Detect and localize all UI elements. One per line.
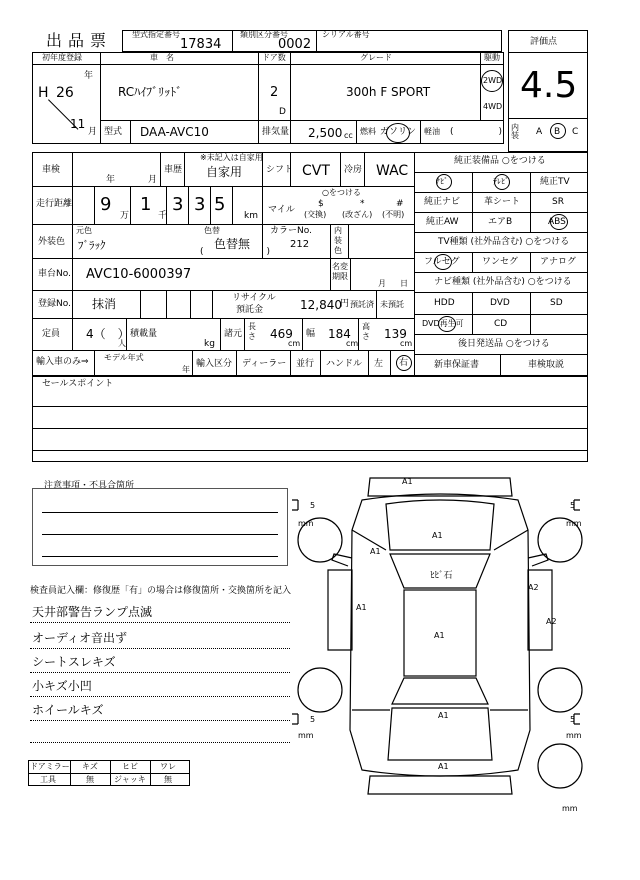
color-no: 212 (290, 239, 310, 250)
nav-title: ナビ種類 (社外品含む) ○をつける (434, 277, 572, 287)
equip-leather: 革シート (484, 197, 521, 207)
color-orig-label: 元色 (76, 226, 92, 235)
later-warranty: 新車保証書 (434, 360, 480, 370)
class-no-label: 類別区分番号 (240, 30, 288, 39)
first-reg-era: H (38, 85, 49, 101)
color-paint-label: 色替 (204, 226, 220, 235)
equip-abs: ABS (548, 217, 566, 227)
tv-oneseg: ワンセグ (482, 257, 519, 267)
mileage-label: 走行距離 (36, 199, 73, 209)
score-label: 評価点 (530, 37, 558, 47)
displacement-value: 2,500 (308, 126, 343, 140)
note-item-5: ホイールキズ (32, 703, 104, 717)
star-mark: * (360, 199, 365, 209)
model-year-label: モデル年式 (104, 353, 144, 362)
mark-left-fender: A1 (370, 547, 381, 556)
interior-color-label: 内装色 (334, 226, 342, 255)
color-no-label: カラーNo. (270, 226, 312, 236)
mileage-digit-3: 3 (172, 194, 184, 215)
doors-value: 2 (270, 85, 279, 100)
mileage-digit-5: 5 (214, 194, 226, 215)
mark-left-door: A1 (356, 603, 367, 612)
hood-shape (386, 500, 494, 550)
chassis-value: AVC10-6000397 (86, 267, 192, 282)
nc-month: 月 (378, 279, 386, 288)
drive-2wd: 2WD (483, 76, 503, 85)
handle-label: ハンドル (326, 359, 363, 369)
equip-genuine-navi: 純正ナビ (424, 197, 461, 207)
legend-h1: ドアミラー (30, 762, 70, 771)
reg-label: 登録No. (38, 299, 71, 309)
tire-fr-value: 5 (570, 501, 576, 510)
import-year-unit: 年 (182, 365, 190, 374)
mark-roof: A1 (434, 631, 445, 640)
fuel-label: 燃料 (360, 127, 376, 136)
mileage-unit: km (244, 211, 258, 221)
fuel-paren: ( ) (450, 127, 503, 137)
car-name-label: 車 名 (150, 53, 174, 62)
drive-label: 駆動 (484, 53, 500, 62)
equip-sr: SR (552, 197, 564, 207)
star-sub: (改ざん) (342, 210, 373, 219)
class-no: 0002 (278, 37, 312, 52)
mileage-digit-1: 9 (100, 194, 112, 215)
car-damage-diagram (290, 470, 590, 810)
nav-cd: CD (494, 319, 508, 329)
tire-fr-unit: mm (566, 519, 582, 528)
mileage-man: 万 (120, 211, 130, 221)
type-no-label: 型式指定番号 (132, 30, 180, 39)
nc-day: 日 (400, 279, 408, 288)
spare-wheel (538, 744, 582, 788)
usage-label: 車歴 (164, 165, 183, 175)
legend-h2: キズ (82, 762, 98, 771)
height-unit: cm (400, 339, 413, 348)
legend-v3: ジャッキ (114, 775, 146, 784)
cooler-label: 冷房 (344, 165, 363, 175)
inspector-note: 検査員記入欄：修復歴「有」の場合は修復箇所・交換箇所を記入 (30, 586, 292, 596)
name-change-label: 名変期限 (332, 262, 348, 281)
capacity-label: 定員 (42, 329, 61, 339)
color-paren: ( ) (200, 247, 271, 257)
score-value: 4.5 (520, 65, 578, 106)
dollar-mark: $ (318, 199, 324, 209)
first-reg-month: 11 (70, 117, 86, 131)
nav-dvd: DVD (490, 298, 510, 308)
mileage-digit-4: 3 (194, 194, 206, 215)
car-name: RCﾊｲﾌﾞﾘｯﾄﾞ (118, 85, 183, 99)
recycle-label-1: リサイクル (232, 293, 276, 303)
grade-label: グレード (360, 53, 392, 62)
width-label: 幅 (306, 329, 316, 339)
legend-h3: ヒビ (122, 762, 138, 771)
rear-left-wheel (298, 668, 342, 712)
rear-bumper-shape (368, 776, 512, 794)
interior-b: B (554, 127, 561, 137)
handle-left: 左 (374, 359, 384, 369)
handle-right: 右 (399, 358, 409, 368)
dollar-sub: (交換) (304, 210, 327, 219)
later-manual: 車検取説 (528, 360, 565, 370)
chassis-label: 車台No. (38, 269, 71, 279)
recycle-label-2: 預託金 (236, 305, 264, 315)
interior-label: 内装 (511, 123, 519, 140)
tire-rl-unit: mm (298, 731, 314, 740)
note-item-1: 天井部警告ランプ点滅 (32, 605, 153, 619)
nav-dvd-play: DVD再生可 (422, 319, 464, 328)
mark-front-bumper: A1 (402, 477, 413, 486)
parallel: 並行 (296, 359, 315, 369)
recycle-status-1: 預託済 (350, 300, 374, 309)
interior-c: C (572, 127, 579, 137)
tire-spare-unit: mm (562, 804, 578, 813)
import-type-label: 輸入区分 (196, 359, 233, 369)
displacement-unit: cc (344, 131, 353, 140)
month-unit: 月 (88, 127, 98, 137)
capacity-unit: 人 (118, 339, 126, 348)
equip-genuine-aw: 純正AW (426, 217, 459, 227)
length-unit: cm (288, 339, 301, 348)
legend-v4: 無 (164, 775, 172, 784)
nav-sd: SD (550, 298, 563, 308)
shaken-year: 年 (106, 175, 116, 185)
equip-navi: ﾅﾋﾞ (436, 177, 448, 186)
tire-rl-value: 5 (310, 715, 316, 724)
mark-right-rear: A2 (546, 617, 557, 626)
length-value: 469 (270, 327, 293, 341)
hash-mark: # (396, 199, 404, 209)
tire-fl-unit: mm (298, 519, 314, 528)
import-only: 輸入車のみ⇒ (36, 357, 89, 367)
front-bumper-shape (368, 478, 512, 496)
equip-genuine-tv: 純正TV (540, 177, 570, 187)
notes-title: 注意事項・不具合箇所 (44, 481, 135, 491)
mark-rear-bumper: A1 (438, 762, 449, 771)
shift-value: CVT (302, 163, 330, 179)
doors-suffix: D (279, 107, 286, 117)
displacement-label: 排気量 (262, 127, 290, 137)
length-label: 長さ (248, 322, 256, 341)
equip-tv: ﾃﾚﾋﾞ (493, 177, 509, 186)
load-label: 積載量 (130, 329, 158, 339)
nav-hdd: HDD (434, 298, 455, 308)
recycle-unit: 円 (340, 299, 350, 309)
model-value: DAA-AVC10 (140, 125, 209, 139)
mileage-sen: 千 (158, 211, 168, 221)
form-title: 出品票 (46, 31, 113, 50)
grade-value: 300h F SPORT (346, 85, 431, 99)
hash-sub: (不明) (382, 210, 405, 219)
height-value: 139 (384, 327, 407, 341)
width-value: 184 (328, 327, 351, 341)
width-unit: cm (346, 339, 359, 348)
later-title: 後日発送品 ○をつける (458, 339, 550, 349)
recycle-status-2: 未預託 (380, 300, 404, 309)
tv-title: TV種類 (社外品含む) ○をつける (438, 237, 570, 247)
notes-box (32, 488, 288, 566)
year-unit: 年 (84, 71, 94, 81)
rear-right-wheel (538, 668, 582, 712)
tire-rr-value: 5 (570, 715, 576, 724)
diesel-label: 軽油 (424, 127, 440, 136)
recycle-value: 12,840 (300, 298, 342, 312)
tire-fl-value: 5 (310, 501, 316, 510)
mile-label: マイル (268, 205, 295, 215)
cooler-value: WAC (376, 163, 409, 179)
capacity-value: 4（ ） (86, 327, 130, 341)
color-label: 外装色 (38, 237, 66, 247)
first-reg-year: 26 (56, 85, 74, 101)
rear-glass-shape (392, 678, 488, 704)
sales-point-label: セールスポイント (42, 379, 114, 389)
mileage-digit-2: 1 (140, 194, 152, 215)
equip-airbag: エアB (488, 217, 513, 227)
mark-trunk: A1 (438, 711, 449, 720)
note-item-4: 小キズ小凹 (32, 679, 92, 693)
color-paint: 色替無 (214, 237, 251, 251)
equipment-title: 純正装備品 ○をつける (454, 156, 546, 166)
right-door-shape (528, 570, 552, 650)
serial-label: シリアル番号 (322, 30, 370, 39)
mark-right-door: A2 (528, 583, 539, 592)
type-no: 17834 (180, 37, 222, 52)
mark-hood: A1 (432, 531, 443, 540)
doors-label: ドア数 (262, 53, 286, 62)
shift-label: シフト (266, 165, 294, 175)
legend-h4: ワレ (160, 762, 176, 771)
usage-value: 自家用 (206, 165, 243, 179)
note-item-2: オーディオ音出ず (32, 631, 128, 645)
color-orig: ﾌﾞﾗｯｸ (78, 239, 106, 252)
tv-analog: アナログ (540, 257, 577, 267)
first-reg-label: 初年度登録 (42, 53, 82, 62)
shaken-month: 月 (148, 175, 158, 185)
dealer: ディーラー (242, 359, 287, 369)
legend-v2: 無 (86, 775, 94, 784)
legend-v1: 工具 (40, 775, 56, 784)
dims-label: 諸元 (224, 329, 243, 339)
mark-windshield: ﾋﾋﾞ石 (430, 571, 453, 581)
tire-rr-unit: mm (566, 731, 582, 740)
left-door-shape (328, 570, 352, 650)
interior-a: A (536, 127, 543, 137)
model-label: 型式 (104, 127, 123, 137)
shaken-label: 車検 (42, 165, 61, 175)
note-item-3: シートスレキズ (32, 655, 116, 669)
usage-note: ※未記入は自家用 (200, 153, 263, 162)
fuel-value: ガソリン (380, 127, 417, 137)
tv-fullseg: フルセグ (424, 257, 460, 267)
reg-value: 抹消 (92, 297, 117, 311)
load-unit: kg (204, 339, 215, 349)
drive-4wd: 4WD (483, 102, 503, 111)
height-label: 高さ (362, 322, 370, 341)
mile-circle-note: ○をつける (322, 188, 361, 197)
